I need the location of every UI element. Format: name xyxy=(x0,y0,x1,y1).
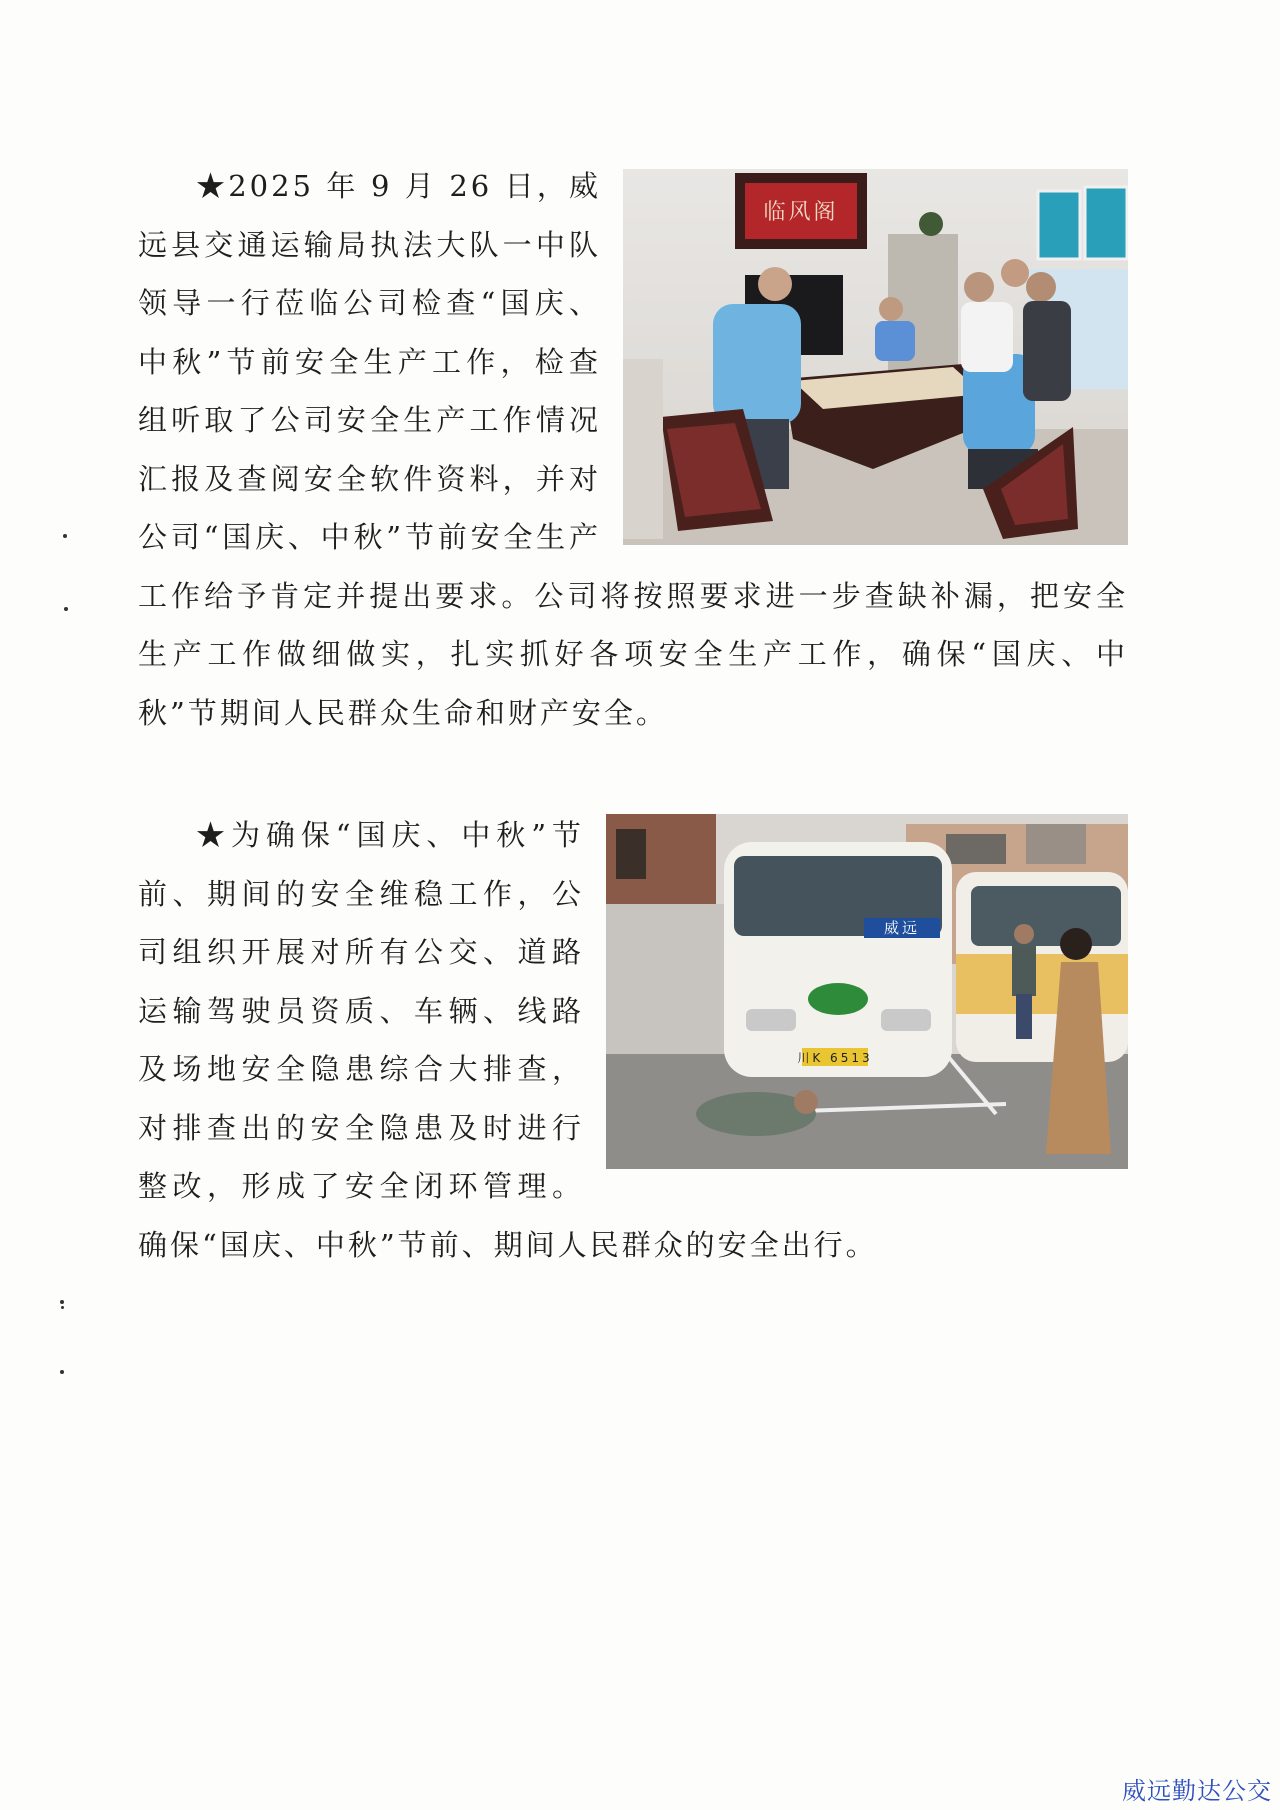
scan-speck xyxy=(61,1306,64,1309)
scan-speck xyxy=(64,607,68,611)
article-text-2: 为确保“国庆、中秋”节前、期间的安全维稳工作，公司组织开展对所有公交、道路运输驾驶员资质、车辆、线路及场地安全隐患综合大排查，对排查出的安全隐患及时进行整改，形成了安全闭环管理。确保“国庆、中秋”节前、期间人民群众的安全出行。 xyxy=(138,818,878,1262)
star-bullet-1: ★ xyxy=(196,169,229,203)
star-bullet-2: ★ xyxy=(196,818,231,852)
bus-route-sign: 威远 xyxy=(883,919,921,937)
office-inspection-photo xyxy=(623,169,1128,545)
article-paragraph-2 xyxy=(138,806,1128,1274)
scan-speck xyxy=(60,1300,64,1304)
article-paragraph-1 xyxy=(138,157,1128,742)
article-text-1: 2025 年 9 月 26 日，威远县交通运输局执法大队一中队领导一行莅临公司检查“国庆、中秋”节前安全生产工作，检查组听取了公司安全生产工作情况汇报及查阅安全软件资料，并对公司“国庆、中秋”节前安全生产工作给予肯定并提出要求。公司将按照要求进一步查缺补漏，把安全生产工作做细做实，扎实抓好各项安全生产工作，确保“国庆、中秋”节期间人民群众生命和财产安全。 xyxy=(138,169,1128,730)
watermark-text: 威远勤达公交 xyxy=(1122,1777,1272,1805)
banner-text: 临风阁 xyxy=(763,200,839,225)
bus-plate: 川K 6513 xyxy=(797,1051,873,1065)
scan-speck xyxy=(60,1370,64,1374)
bus-inspection-photo xyxy=(606,814,1128,1169)
scan-speck xyxy=(63,534,67,538)
